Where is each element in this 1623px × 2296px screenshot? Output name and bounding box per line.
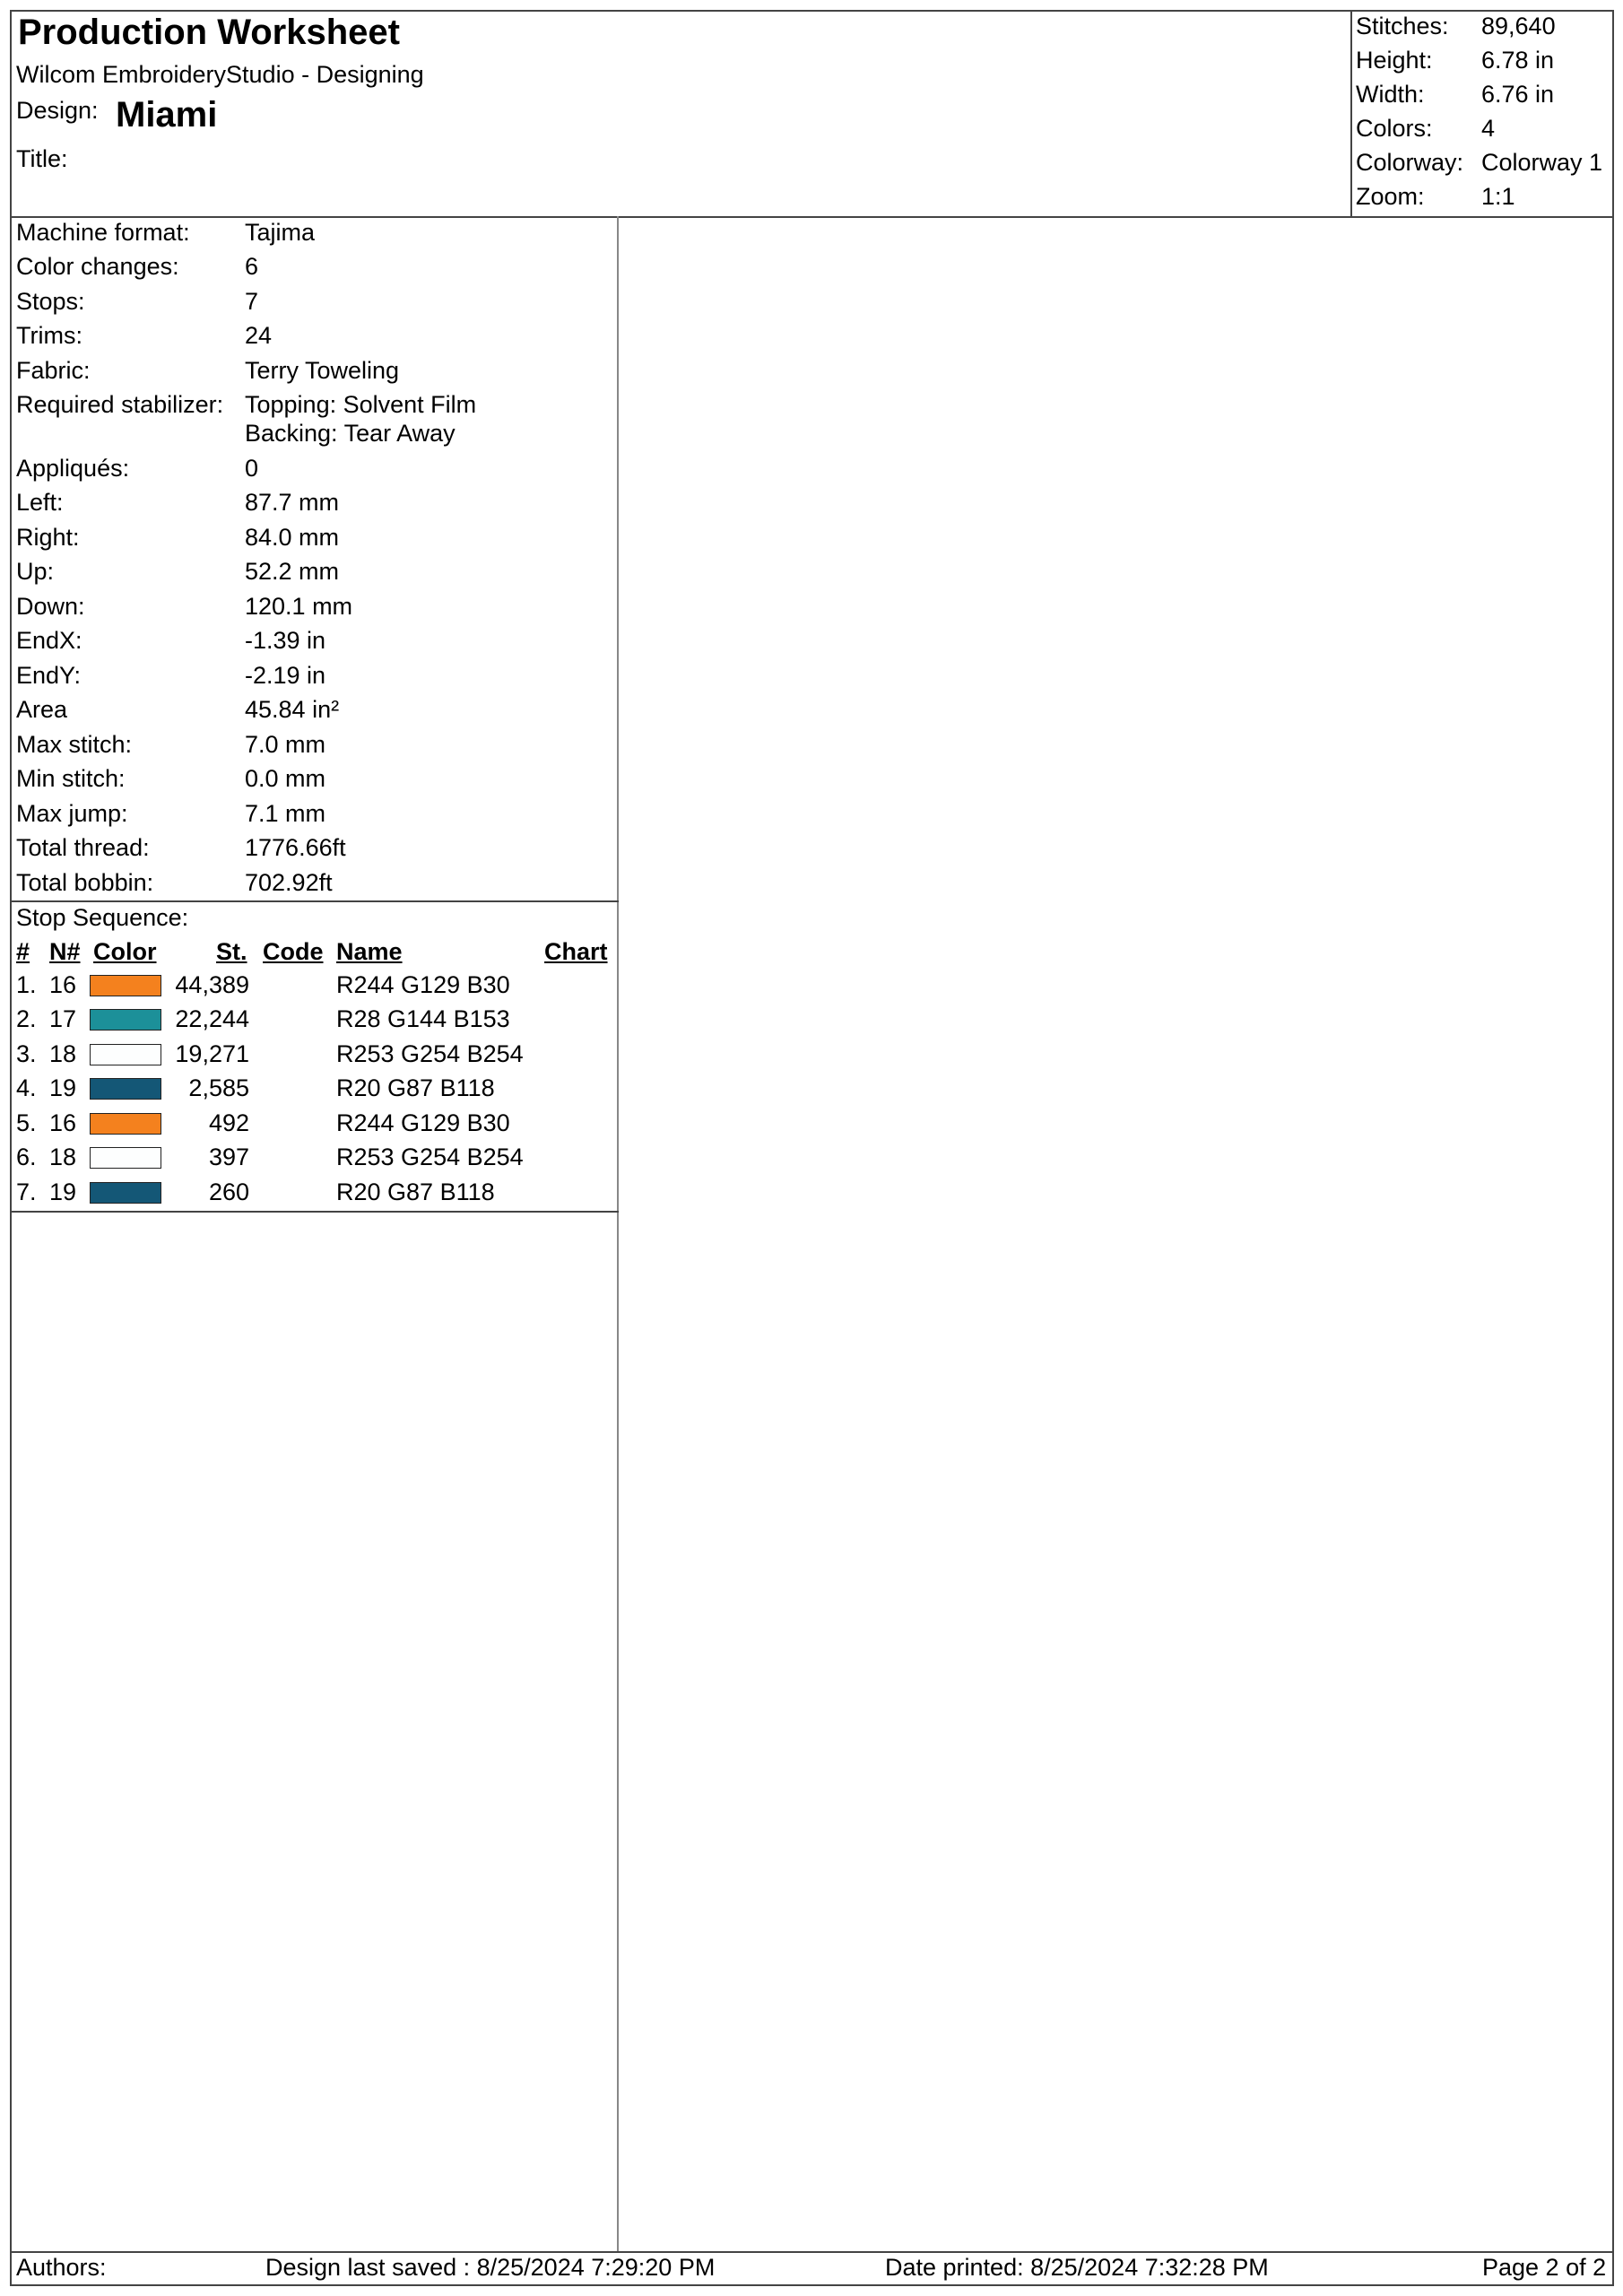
thread-name: R28 G144 B153 bbox=[336, 1005, 510, 1032]
thread-name: R244 G129 B30 bbox=[336, 1109, 510, 1136]
stat-label: Zoom: bbox=[1356, 183, 1425, 210]
property-value: 52.2 mm bbox=[245, 558, 340, 585]
stop-index: 4. bbox=[16, 1074, 37, 1101]
stop-index: 7. bbox=[16, 1178, 37, 1205]
col-header-needle: N# bbox=[49, 938, 81, 965]
stop-index: 5. bbox=[16, 1109, 37, 1136]
stitch-count: 19,271 bbox=[175, 1040, 249, 1067]
stat-value: Colorway 1 bbox=[1481, 149, 1603, 176]
stop-index: 3. bbox=[16, 1040, 37, 1067]
header-divider bbox=[10, 216, 1614, 218]
stat-label: Colors: bbox=[1356, 115, 1433, 142]
app-subtitle: Wilcom EmbroideryStudio - Designing bbox=[16, 61, 424, 88]
stop-row bbox=[0, 1074, 619, 1109]
property-value: 24 bbox=[245, 322, 273, 349]
property-label: Appliqués: bbox=[16, 455, 130, 482]
stop-row bbox=[0, 1005, 619, 1039]
property-value: 0 bbox=[245, 455, 259, 482]
property-value: -1.39 in bbox=[245, 627, 326, 654]
stop-row bbox=[0, 1040, 619, 1074]
property-value: 6 bbox=[245, 253, 259, 280]
stitch-count: 260 bbox=[208, 1178, 249, 1205]
stop-sequence-top-border bbox=[10, 900, 619, 902]
header-stats-divider bbox=[1350, 10, 1352, 217]
property-label: Up: bbox=[16, 558, 55, 585]
needle-number: 18 bbox=[49, 1144, 77, 1170]
stop-row bbox=[0, 1178, 619, 1213]
title-label: Title: bbox=[16, 145, 68, 172]
col-header-name: Name bbox=[336, 938, 403, 965]
property-value: 0.0 mm bbox=[245, 765, 326, 792]
property-label: Down: bbox=[16, 593, 85, 620]
thread-name: R20 G87 B118 bbox=[336, 1178, 495, 1205]
property-value: Tajima bbox=[245, 219, 316, 246]
property-value: -2.19 in bbox=[245, 662, 326, 689]
property-value: 45.84 in² bbox=[245, 696, 340, 723]
property-label: Total bobbin: bbox=[16, 869, 154, 896]
footer-authors: Authors: bbox=[16, 2254, 107, 2281]
needle-number: 19 bbox=[49, 1074, 77, 1101]
property-label: Machine format: bbox=[16, 219, 190, 246]
stitch-count: 22,244 bbox=[175, 1005, 249, 1032]
thread-name: R253 G254 B254 bbox=[336, 1144, 524, 1170]
stat-label: Colorway: bbox=[1356, 149, 1464, 176]
stat-label: Height: bbox=[1356, 47, 1433, 74]
stat-value: 89,640 bbox=[1481, 13, 1556, 39]
property-value: 84.0 mm bbox=[245, 524, 340, 551]
col-header-chart: Chart bbox=[544, 938, 608, 965]
property-value: Topping: Solvent Film bbox=[245, 391, 477, 418]
stat-value: 6.78 in bbox=[1481, 47, 1555, 74]
thread-name: R244 G129 B30 bbox=[336, 971, 510, 998]
property-value: 7.1 mm bbox=[245, 800, 326, 827]
col-header-code: Code bbox=[263, 938, 324, 965]
property-value: 7.0 mm bbox=[245, 731, 326, 758]
col-header-number: # bbox=[16, 938, 30, 965]
color-swatch bbox=[90, 1147, 161, 1169]
footer-date-printed: Date printed: 8/25/2024 7:32:28 PM bbox=[885, 2254, 1269, 2281]
stat-value: 4 bbox=[1481, 115, 1496, 142]
stop-index: 2. bbox=[16, 1005, 37, 1032]
property-label: Stops: bbox=[16, 288, 85, 315]
property-label: Fabric: bbox=[16, 357, 91, 384]
property-label: EndY: bbox=[16, 662, 82, 689]
stitch-count: 44,389 bbox=[175, 971, 249, 998]
thread-name: R253 G254 B254 bbox=[336, 1040, 524, 1067]
needle-number: 19 bbox=[49, 1178, 77, 1205]
color-swatch bbox=[90, 1113, 161, 1135]
stat-value: 6.76 in bbox=[1481, 81, 1555, 108]
property-value: 120.1 mm bbox=[245, 593, 353, 620]
property-label: Min stitch: bbox=[16, 765, 126, 792]
property-value: Terry Toweling bbox=[245, 357, 400, 384]
stop-row bbox=[0, 1109, 619, 1144]
color-swatch bbox=[90, 1182, 161, 1204]
needle-number: 16 bbox=[49, 1109, 77, 1136]
property-label: Max jump: bbox=[16, 800, 128, 827]
stop-row bbox=[0, 971, 619, 1005]
stop-sequence-title: Stop Sequence: bbox=[16, 904, 189, 931]
footer-last-saved: Design last saved : 8/25/2024 7:29:20 PM bbox=[265, 2254, 716, 2281]
stop-index: 1. bbox=[16, 971, 37, 998]
property-value: 1776.66ft bbox=[245, 834, 346, 861]
color-swatch bbox=[90, 1009, 161, 1031]
property-value-secondary: Backing: Tear Away bbox=[245, 420, 456, 447]
stop-row bbox=[0, 1144, 619, 1178]
page-title: Production Worksheet bbox=[18, 13, 400, 52]
stitch-count: 397 bbox=[208, 1144, 249, 1170]
color-swatch bbox=[90, 1044, 161, 1065]
property-label: Required stabilizer: bbox=[16, 391, 224, 418]
col-header-stitches: St. bbox=[216, 938, 247, 965]
needle-number: 16 bbox=[49, 971, 77, 998]
property-value: 702.92ft bbox=[245, 869, 333, 896]
stat-label: Width: bbox=[1356, 81, 1425, 108]
property-label: Trims: bbox=[16, 322, 82, 349]
stitch-count: 2,585 bbox=[188, 1074, 249, 1101]
column-divider bbox=[617, 216, 619, 2252]
col-header-color: Color bbox=[93, 938, 157, 965]
property-label: Area bbox=[16, 696, 68, 723]
footer-divider bbox=[10, 2251, 1614, 2253]
property-value: 7 bbox=[245, 288, 259, 315]
stat-label: Stitches: bbox=[1356, 13, 1449, 39]
property-label: Max stitch: bbox=[16, 731, 133, 758]
property-value: 87.7 mm bbox=[245, 489, 340, 516]
stop-index: 6. bbox=[16, 1144, 37, 1170]
thread-name: R20 G87 B118 bbox=[336, 1074, 495, 1101]
color-swatch bbox=[90, 1078, 161, 1100]
design-label: Design: bbox=[16, 97, 99, 124]
design-name: Miami bbox=[116, 95, 218, 135]
stat-value: 1:1 bbox=[1481, 183, 1515, 210]
footer-page-number: Page 2 of 2 bbox=[1482, 2254, 1607, 2281]
needle-number: 17 bbox=[49, 1005, 77, 1032]
property-label: Right: bbox=[16, 524, 80, 551]
property-label: Left: bbox=[16, 489, 64, 516]
stitch-count: 492 bbox=[208, 1109, 249, 1136]
property-label: Color changes: bbox=[16, 253, 179, 280]
color-swatch bbox=[90, 975, 161, 996]
property-label: Total thread: bbox=[16, 834, 150, 861]
needle-number: 18 bbox=[49, 1040, 77, 1067]
property-label: EndX: bbox=[16, 627, 82, 654]
